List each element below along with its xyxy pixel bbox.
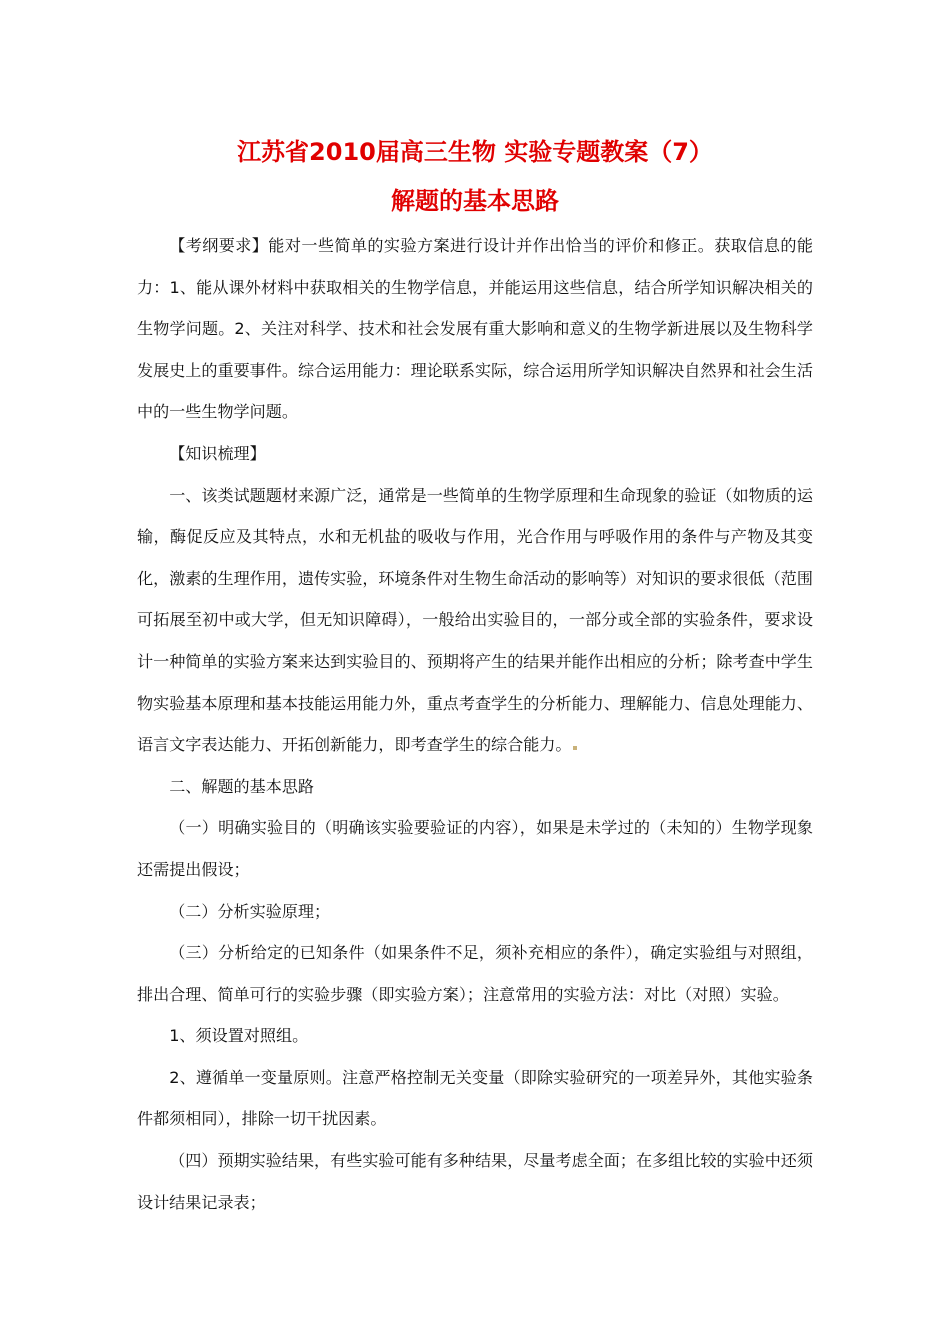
- document-subtitle: 解题的基本思路: [391, 187, 559, 215]
- paragraph-knowledge-heading: 【知识梳理】: [169, 443, 266, 463]
- paragraph-step-one: （一）明确实验目的（明确该实验要验证的内容），如果是未学过的（未知的）生物学现象还需提出假设；: [137, 818, 813, 879]
- document-body: [137, 225, 813, 1223]
- paragraph-step-three: （三）分析给定的已知条件（如果条件不足，须补充相应的条件），确定实验组与对照组，排出合理、简单可行的实验步骤（即实验方案）；注意常用的实验方法：对比（对照）实验。: [137, 943, 813, 1004]
- paragraph-section-two-heading: 二、解题的基本思路: [169, 776, 315, 796]
- paragraph-requirements: 【考纲要求】能对一些简单的实验方案进行设计并作出恰当的评价和修正。获取信息的能力：1、能从课外材料中获取相关的生物学信息，并能运用这些信息，结合所学知识解决相关的生物学问题。2、关注对科学、技术和社会发展有重大影响和意义的生物学新进展以及生物科学发展史上的重要事件。综合运用能力：理论联系实际，综合运用所学知识解决自然界和社会生活中的一些生物学问题。: [137, 236, 813, 422]
- paragraph-step-four: （四）预期实验结果，有些实验可能有多种结果，尽量考虑全面；在多组比较的实验中还须设计结果记录表；: [137, 1151, 813, 1212]
- paragraph-section-one-wrap: [137, 475, 813, 766]
- paragraph-step-one-wrap: [137, 807, 813, 890]
- paragraph-section-one: 一、该类试题题材来源广泛，通常是一些简单的生物学原理和生命现象的验证（如物质的运输，酶促反应及其特点，水和无机盐的吸收与作用，光合作用与呼吸作用的条件与产物及其变化，激素的生理作用，遗传实验，环境条件对生物生命活动的影响等）对知识的要求很低（范围可拓展至初中或大学，但无知识障碍），一般给出实验目的，一部分或全部的实验条件，要求设计一种简单的实验方案来达到实验目的、预期将产生的结果并能作出相应的分析；除考查中学生物实验基本原理和基本技能运用能力外，重点考查学生的分析能力、理解能力、信息处理能力、语言文字表达能力、开拓创新能力，即考查学生的综合能力。: [137, 485, 813, 755]
- paragraph-step-two: （二）分析实验原理；: [169, 901, 331, 921]
- paragraph-control-group: 1、须设置对照组。: [169, 1026, 309, 1046]
- document-title: 江苏省2010届高三生物 实验专题教案（7）: [237, 138, 713, 166]
- scan-mark: [573, 746, 577, 750]
- paragraph-single-variable: 2、遵循单一变量原则。注意严格控制无关变量（即除实验研究的一项差异外，其他实验条件都须相同），排除一切干扰因素。: [137, 1067, 813, 1129]
